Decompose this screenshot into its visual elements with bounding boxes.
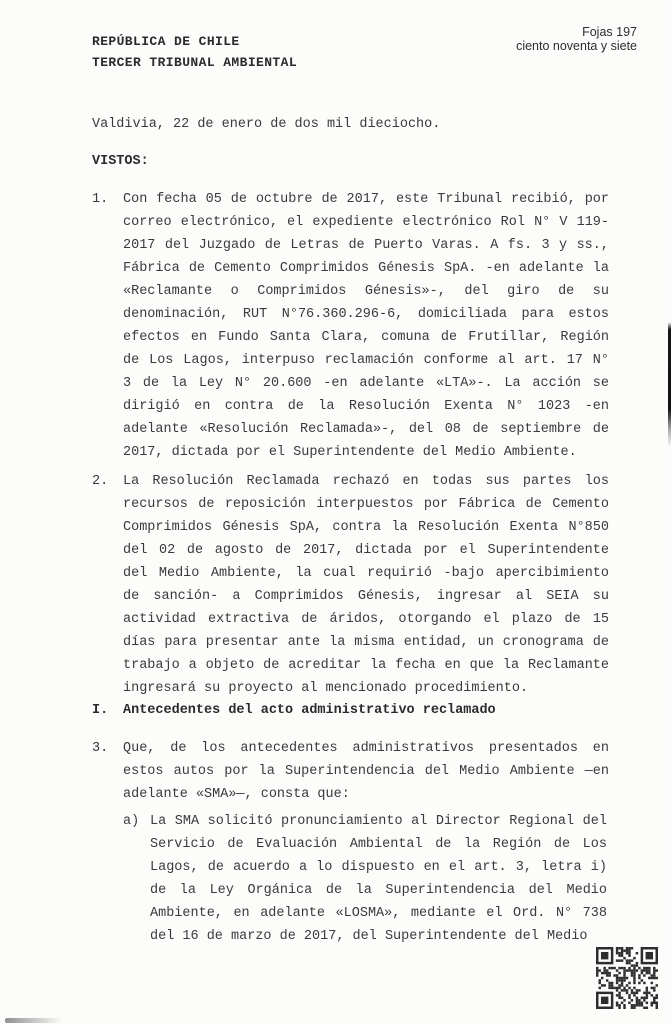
paragraph-number: 2. [92, 474, 109, 489]
fojas-words: ciento noventa y siete [516, 39, 637, 53]
paragraph-number: 1. [92, 192, 109, 207]
fojas-stamp [516, 25, 637, 53]
qr-code-icon [596, 947, 658, 1009]
fojas-number: Fojas 197 [582, 25, 637, 39]
paragraph-text: Que, de los antecedentes administrativos presentados en estos autos por la Superintendencia del Medio Ambiente —en adelante «SMA»—, consta que: [123, 741, 609, 802]
tribunal-letterhead [92, 31, 297, 73]
vistos-heading: VISTOS: [92, 154, 149, 169]
scan-artifact-bottom-smudge [5, 1018, 62, 1023]
paragraph-text: La Resolución Reclamada rechazó en todas sus partes los recursos de reposición interpuestos por Fábrica de Cemento Comprimidos Génesis SpA, contra la Resolución Exenta N°850 del 02 de agosto de 2017, dictada por el Superintendente del Medio Ambiente, la cual requirió -bajo apercibimiento de sanción- a Comprimidos Génesis, ingresar al SEIA su actividad extractiva de áridos, otorgando el plazo de 15 días para presentar ante la misma entidad, un cronograma de trabajo a objeto de acreditar la fecha en que la Reclamante ingresará su proyecto al mencionado procedimiento. [123, 474, 609, 696]
paragraph-number: 3. [92, 741, 109, 756]
sub-paragraph-a [123, 810, 609, 948]
section-title: Antecedentes del acto administrativo reclamado [123, 703, 496, 718]
place-date-line: Valdivia, 22 de enero de dos mil dieciocho. [92, 117, 441, 132]
section-number: I. [92, 703, 109, 718]
letterhead-line-tribunal: TERCER TRIBUNAL AMBIENTAL [92, 55, 298, 70]
section-heading-antecedentes [92, 699, 609, 722]
sub-paragraph-text: La SMA solicitó pronunciamiento al Director Regional del Servicio de Evaluación Ambiental de la Región de Los Lagos, de acuerdo a lo dispuesto en el art. 3, letra i) de la Ley Orgánica de la Superintendencia del Medio Ambiente, en adelante «LOSMA», mediante el Ord. N° 738 del 16 de marzo de 2017, del Superintendente del Medio [150, 814, 607, 944]
numbered-paragraph-3 [92, 737, 609, 806]
paragraph-text: Con fecha 05 de octubre de 2017, este Tribunal recibió, por correo electrónico, el expediente electrónico Rol N° V 119-2017 del Juzgado de Letras de Puerto Varas. A fs. 3 y ss., Fábrica de Cemento Comprimidos Génesis SpA. -en adelante la «Reclamante o Comprimidos Génesis»-, del giro de su denominación, RUT N°76.360.296-6, domiciliada para estos efectos en Fundo Santa Clara, comuna de Frutillar, Región de Los Lagos, interpuso reclamación conforme al art. 17 N° 3 de la Ley N° 20.600 -en adelante «LTA»-. La acción se dirigió en contra de la Resolución Exenta N° 1023 -en adelante «Resolución Reclamada»-, del 08 de septiembre de 2017, dictada por el Superintendente del Medio Ambiente. [123, 192, 609, 460]
numbered-paragraph-2 [92, 470, 609, 700]
letterhead-line-country: REPÚBLICA DE CHILE [92, 34, 240, 49]
numbered-paragraph-1 [92, 188, 609, 464]
sub-paragraph-label: a) [123, 814, 140, 829]
